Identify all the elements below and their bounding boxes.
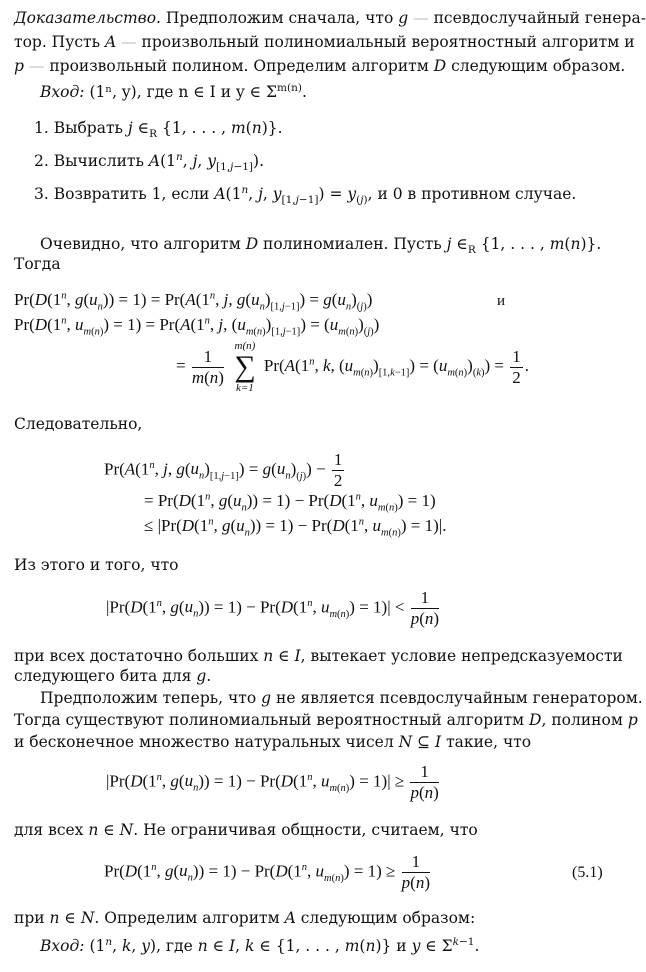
paragraph-5-line-2: следующего бита для g. [14,667,212,685]
paragraph-2-line-2: Тогда [14,255,61,273]
equation-number: (5.1) [572,864,603,881]
equation-less-than: |Pr(D(1$^n$, $g(u_n)) = 1) - Pr(D(1^n$, $u_{m(n)}) = 1)|$ < $\frac{1}{p(n)}$ [106,588,440,628]
paragraph-3: Следовательно, [14,415,143,433]
paragraph-2-line-1: Очевидно, что алгоритм D полиномиален. Пусть j $\in_R$ {1, . . . , m(n)}. [40,235,602,257]
paragraph-8: при n ∈ N. Определим алгоритм A следующим образом: [14,909,476,927]
input-spec-1: Вход: (1ⁿ, y), где n ∈ I и y ∈ $\Sigma^{m(n)}$. [40,81,307,101]
paragraph-4: Из этого и того, что [14,556,179,574]
proof-paragraph-1-line-3: p — произвольный полином. Определим алгоритм D следующим образом. [14,57,626,75]
equation-pr-g: Pr(D(1$^n$, $g(u_n)) = 1) = Pr(A(1^n$, j, $g(u_n)_{[1,j-1]}) = g(u_n)_{(j)}$) [14,290,373,313]
proof-paragraph-1-line-2: тор. Пусть A — произвольный полиномиальный вероятностный алгоритм и [14,33,635,51]
proof-heading: Доказательство. [14,9,161,27]
input-spec-2: Вход: (1$^n$, k, y), где n ∈ I, k ∈ {1, . . . , m(n)} и y ∈ $\Sigma^{k-1}$. [40,935,480,955]
equation-greater-equal: |Pr(D(1$^n$, $g(u_n)) = 1) - Pr(D(1^n$, $u_{m(n)}) = 1)|$ ≥ $\frac{1}{p(n)}$ [106,762,439,802]
paragraph-6-line-3: и бесконечное множество натуральных чисел N ⊆ I такие, что [14,733,532,751]
equation-pr-u: Pr(D(1$^n$, $u_{m(n)}) = 1) = Pr(A(1^n$, j, $(u_{m(n)})_{[1,j-1]}) = (u_{m(n)})_{(j)}$) [14,315,380,338]
algorithm-step-3: 3. Возвратить 1, если A(1$^n$, j, $y_{[1,j-1]}) = y_{(j)}$, и 0 в противном случае. [34,183,577,207]
algorithm-step-1: 1. Выбрать j $\in_R$ {1, . . . , m(n)}. [34,119,283,141]
paragraph-6-line-2: Тогда существуют полиномиальный вероятностный алгоритм D, полином p [14,711,638,729]
equation-diff-line-3: ≤ $|Pr(D(1^n$, $g(u_n)) = 1) - Pr(D(1^n$, $u_{m(n)}) = 1)|$. [144,516,447,539]
equation-diff-line-1: Pr(A(1$^n$, j, $g(u_n)_{[1,j-1]}) = g(u_n)_{(j)}$) − $\frac{1}{2}$ [104,450,343,490]
equation-diff-line-2: = $Pr(D(1^n$, $g(u_n)) = 1) - Pr(D(1^n$, $u_{m(n)}) = 1$) [144,491,436,514]
paragraph-7: для всех n ∈ N. Не ограничивая общности, считаем, что [14,821,478,839]
proof-paragraph-1-line-1: Доказательство. Предположим сначала, что g — псевдослучайный генера- [14,9,646,27]
paragraph-5-line-1: при всех достаточно больших n ∈ I, вытекает условие непредсказуемости [14,647,623,665]
algorithm-step-2: 2. Вычислить A(1$^n$, j, $y_{[1,j-1]}$). [34,150,264,174]
equation-sum: = $\frac{1}{m(n)}$ m(n) ∑ k=1 Pr(A(1$^n$, k, $(u_{m(n)})_{[1,k-1]}) = (u_{m(n)})_{(k)}$) = $\frac{1}{2}$ . [176,340,530,394]
equation-and-word: и [497,293,506,309]
paragraph-6-line-1: Предположим теперь, что g не является псевдослучайным генератором. [40,689,643,707]
equation-5-1: Pr(D(1$^n$, $g(u_n)) = 1) - Pr(D(1^n$, $u_{m(n)}) = 1$) ≥ $\frac{1}{p(n)}$ [104,852,430,892]
